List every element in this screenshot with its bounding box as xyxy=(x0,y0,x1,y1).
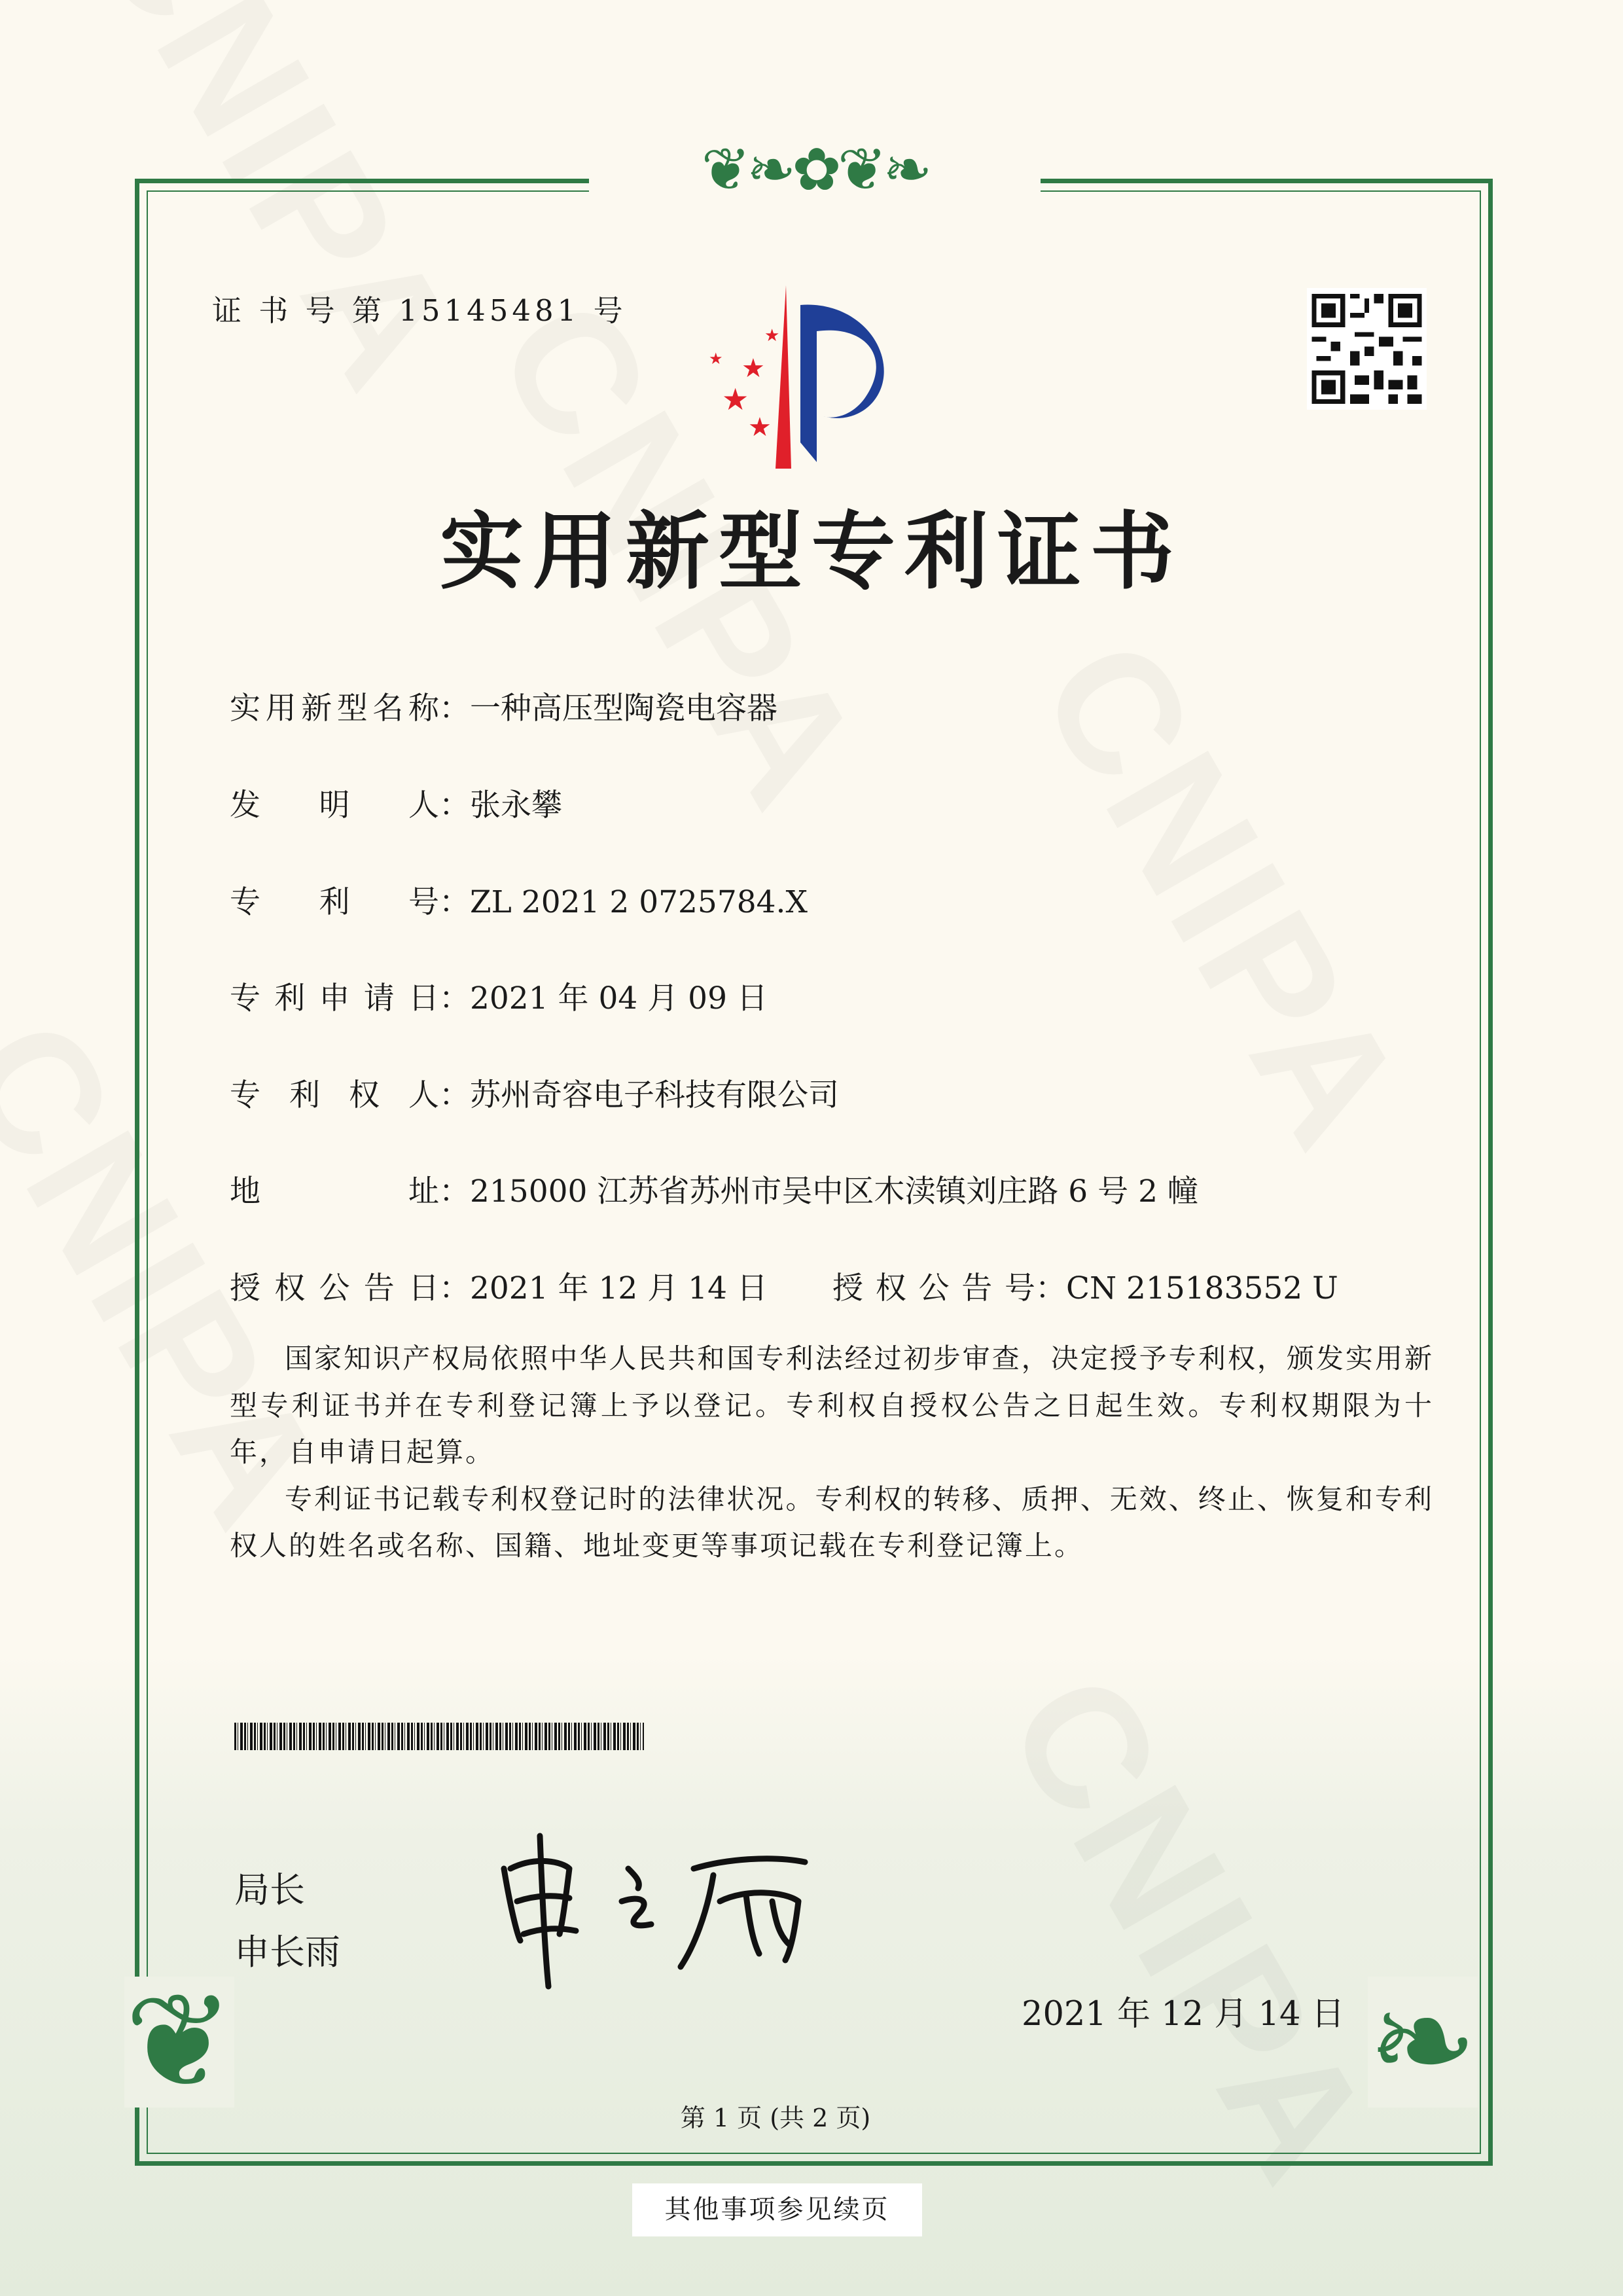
certificate-number: 证 书 号 第 15145481 号 xyxy=(212,293,627,328)
certificate-statement xyxy=(230,1335,1434,1570)
field-value: 2021 年 04 月 09 日 xyxy=(470,980,768,1016)
statement-paragraph: 国家知识产权局依照中华人民共和国专利法经过初步审查，决定授予专利权，颁发实用新型专利证书并在专利登记簿上予以登记。专利权自授权公告之日起生效。专利权期限为十年，自申请日起算。 xyxy=(230,1342,1434,1468)
field-label: 专利申请日 xyxy=(230,980,439,1016)
field-label: 授权公告日 xyxy=(230,1270,439,1306)
field-application-date: 专利申请日：2021 年 04 月 09 日 xyxy=(230,974,768,1018)
svg-text:★: ★ xyxy=(748,412,772,442)
svg-text:★: ★ xyxy=(709,350,723,368)
director-title: 局长 xyxy=(234,1869,305,1910)
field-value: CN 215183552 U xyxy=(1066,1270,1338,1306)
cnipa-logo-icon xyxy=(702,285,929,469)
field-label: 专利号 xyxy=(230,884,439,920)
field-value: 苏州奇容电子科技有限公司 xyxy=(470,1077,839,1113)
svg-text:★: ★ xyxy=(741,353,765,384)
field-value: ZL 2021 2 0725784.X xyxy=(470,884,808,920)
field-value: 张永攀 xyxy=(470,787,562,823)
director-name: 申长雨 xyxy=(234,1931,340,1973)
page-title: 实用新型专利证书 xyxy=(439,503,1183,601)
field-value: 215000 江苏省苏州市吴中区木渎镇刘庄路 6 号 2 幢 xyxy=(470,1174,1198,1210)
qr-code xyxy=(1307,288,1427,410)
corner-ornament-icon: ❧ xyxy=(1368,1965,1478,2118)
field-label: 地址 xyxy=(230,1174,439,1210)
svg-text:★: ★ xyxy=(722,382,749,417)
field-label: 授权公告号 xyxy=(832,1270,1035,1306)
continuation-note: 其他事项参见续页 xyxy=(632,2183,922,2236)
field-address: 地址：215000 江苏省苏州市吴中区木渎镇刘庄路 6 号 2 幢 xyxy=(230,1167,1198,1211)
field-value: 2021 年 12 月 14 日 xyxy=(470,1270,768,1306)
svg-text:★: ★ xyxy=(764,326,780,346)
issue-date: 2021 年 12 月 14 日 xyxy=(1022,1995,1345,2034)
field-grant-date: 授权公告日：2021 年 12 月 14 日 xyxy=(230,1264,768,1308)
field-value: 一种高压型陶瓷电容器 xyxy=(470,691,777,726)
corner-ornament-icon: ❦ xyxy=(124,1965,234,2118)
page-indicator: 第 1 页 (共 2 页) xyxy=(680,2104,871,2132)
field-announcement-number: 授权公告号：CN 215183552 U xyxy=(832,1264,1338,1308)
field-patentee: 专利权人：苏州奇容电子科技有限公司 xyxy=(230,1071,839,1115)
field-label: 实用新型名称 xyxy=(230,691,439,726)
field-label: 发明人 xyxy=(230,787,439,823)
statement-paragraph: 专利证书记载专利权登记时的法律状况。专利权的转移、质押、无效、终止、恢复和专利权人的姓名或名称、国籍、地址变更等事项记载在专利登记簿上。 xyxy=(230,1482,1434,1562)
field-inventor: 发明人：张永攀 xyxy=(230,781,562,825)
field-label: 专利权人 xyxy=(230,1077,439,1113)
top-ornament-icon: ❦❧✿❦❧ xyxy=(589,141,1041,213)
barcode xyxy=(234,1723,644,1750)
director-signature xyxy=(497,1829,838,1993)
field-patent-number: 专利号：ZL 2021 2 0725784.X xyxy=(230,878,808,922)
field-utility-model-name: 实用新型名称：一种高压型陶瓷电容器 xyxy=(230,684,777,728)
